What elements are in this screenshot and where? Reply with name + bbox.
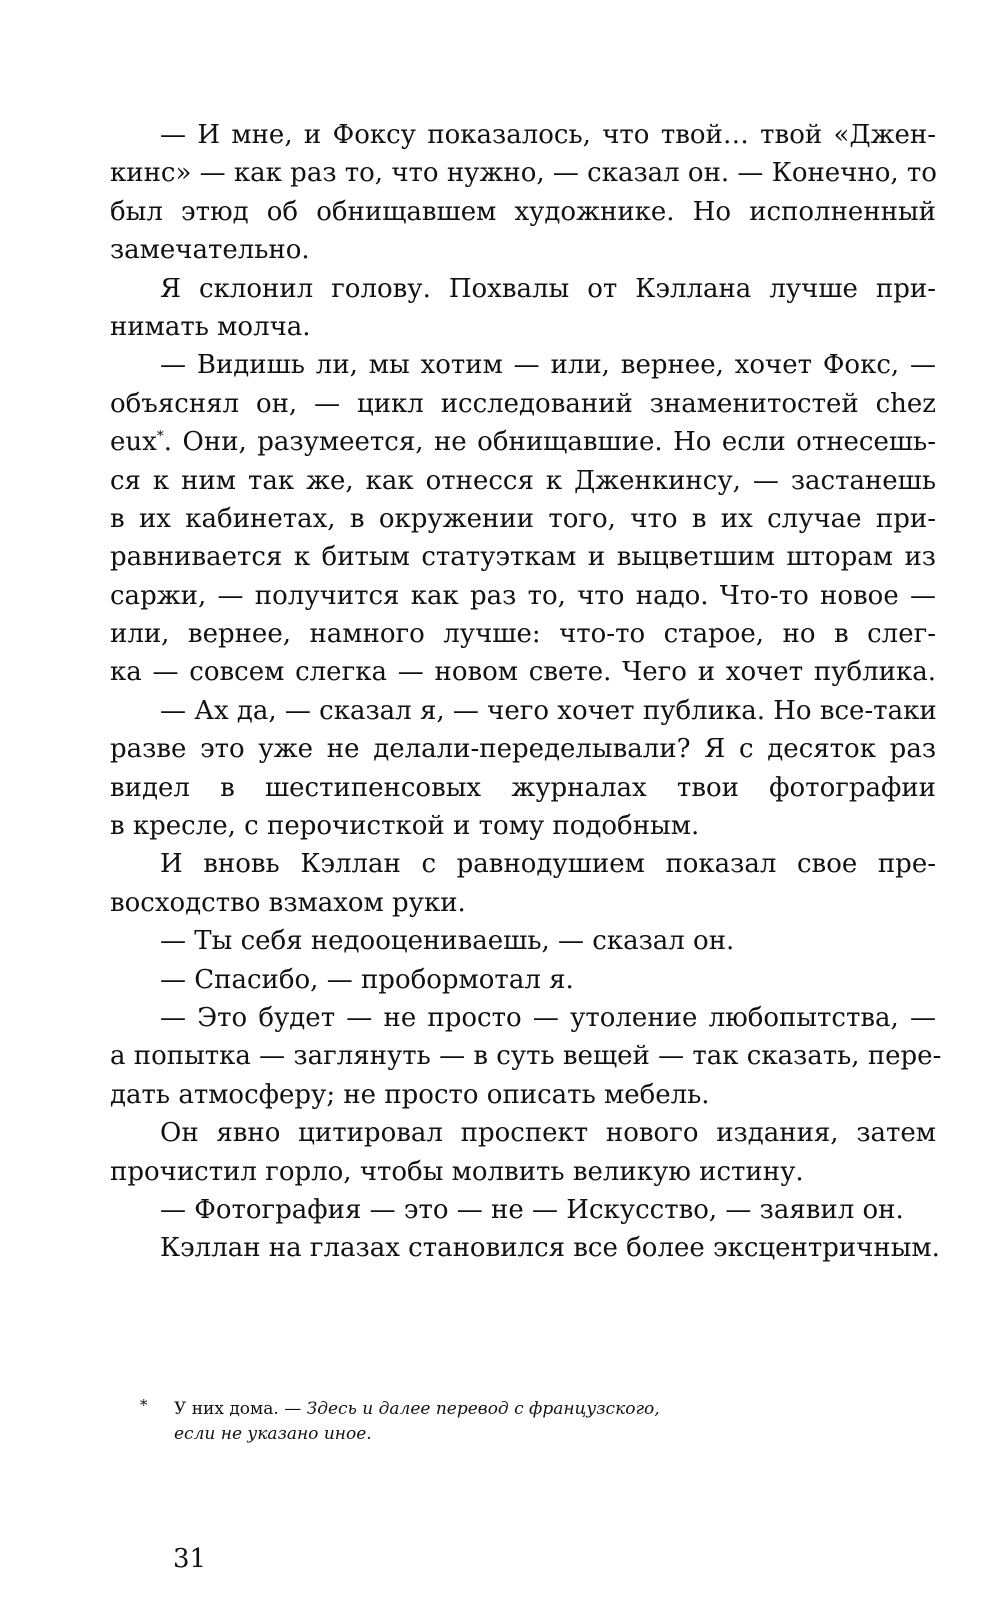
footnote xyxy=(140,1396,786,1447)
text-line: — Ах да, — сказал я, — чего хочет публика. Но все-таки xyxy=(160,695,937,726)
text-line: кинс» — как раз то, что нужно, — сказал он. — Конечно, то xyxy=(110,158,937,189)
text-line: в их кабинетах, в окружении того, что в их случае при- xyxy=(110,503,936,534)
text-line: — И мне, и Фоксу показалось, что твой… твой «Джен- xyxy=(160,120,936,150)
text-line: — Спасибо, — пробормотал я. xyxy=(160,964,574,995)
text-line: — Это будет — не просто — утоление любопытства, — xyxy=(160,1002,936,1033)
footnote-note: Здесь и далее перевод с французского, xyxy=(306,1399,660,1419)
text-line: — Фотография — это — не — Искусство, — заявил он. xyxy=(160,1194,904,1225)
text-line: прочистил горло, чтобы молвить великую истину. xyxy=(110,1156,804,1187)
footnote-marker: * xyxy=(140,1396,148,1414)
text-line: eux*. Они, разумеется, не обнищавшие. Но если отнесешь- xyxy=(110,427,936,458)
text-line: разве это уже не делали-переделывали? Я с десяток раз xyxy=(110,734,936,765)
body-text xyxy=(110,116,942,1268)
text-line: дать атмосферу; не просто описать мебель. xyxy=(110,1079,710,1110)
text-line: равнивается к битым статуэткам и выцветшим шторам из xyxy=(110,542,936,573)
footnote-translation: У них дома. — xyxy=(174,1399,307,1419)
text-line: И вновь Кэллан с равнодушием показал свое пре- xyxy=(160,849,936,880)
text-line: замечательно. xyxy=(110,235,310,266)
text-line: ка — совсем слегка — новом свете. Чего и хочет публика. xyxy=(110,657,936,688)
text-line: восходство взмахом руки. xyxy=(110,887,466,918)
text-line: — Видишь ли, мы хотим — или, вернее, хочет Фокс, — xyxy=(160,350,936,381)
text-line: нимать молча. xyxy=(110,311,311,342)
page-number: 31 xyxy=(173,1544,207,1574)
text-line: объяснял он, — цикл исследований знаменитостей chez xyxy=(110,388,936,419)
text-line: Он явно цитировал проспект нового издания, затем xyxy=(160,1118,936,1149)
text-line: был этюд об обнищавшем художнике. Но исполненный xyxy=(110,196,936,227)
footnote-reference: * xyxy=(156,428,164,445)
text-line: ся к ним так же, как отнесся к Дженкинсу, — застанешь xyxy=(110,465,936,496)
footnote-line xyxy=(146,1397,786,1422)
text-line: саржи, — получится как раз то, что надо. Что-то новое — xyxy=(110,580,936,611)
text-line: или, вернее, намного лучше: что-то старое, но в слег- xyxy=(110,619,936,650)
text-line: — Ты себя недооцениваешь, — сказал он. xyxy=(160,926,735,957)
footnote-line: если не указано иное. xyxy=(174,1424,372,1444)
text-line: Я склонил голову. Похвалы от Кэллана лучше при- xyxy=(160,273,936,304)
text-line: а попытка — заглянуть — в суть вещей — так сказать, пере- xyxy=(110,1041,942,1072)
text-line: в кресле, с перочисткой и тому подобным. xyxy=(110,811,700,842)
text-line: Кэллан на глазах становился все более эксцентричным. xyxy=(160,1233,940,1264)
text-line: видел в шестипенсовых журналах твои фотографии xyxy=(110,772,936,803)
